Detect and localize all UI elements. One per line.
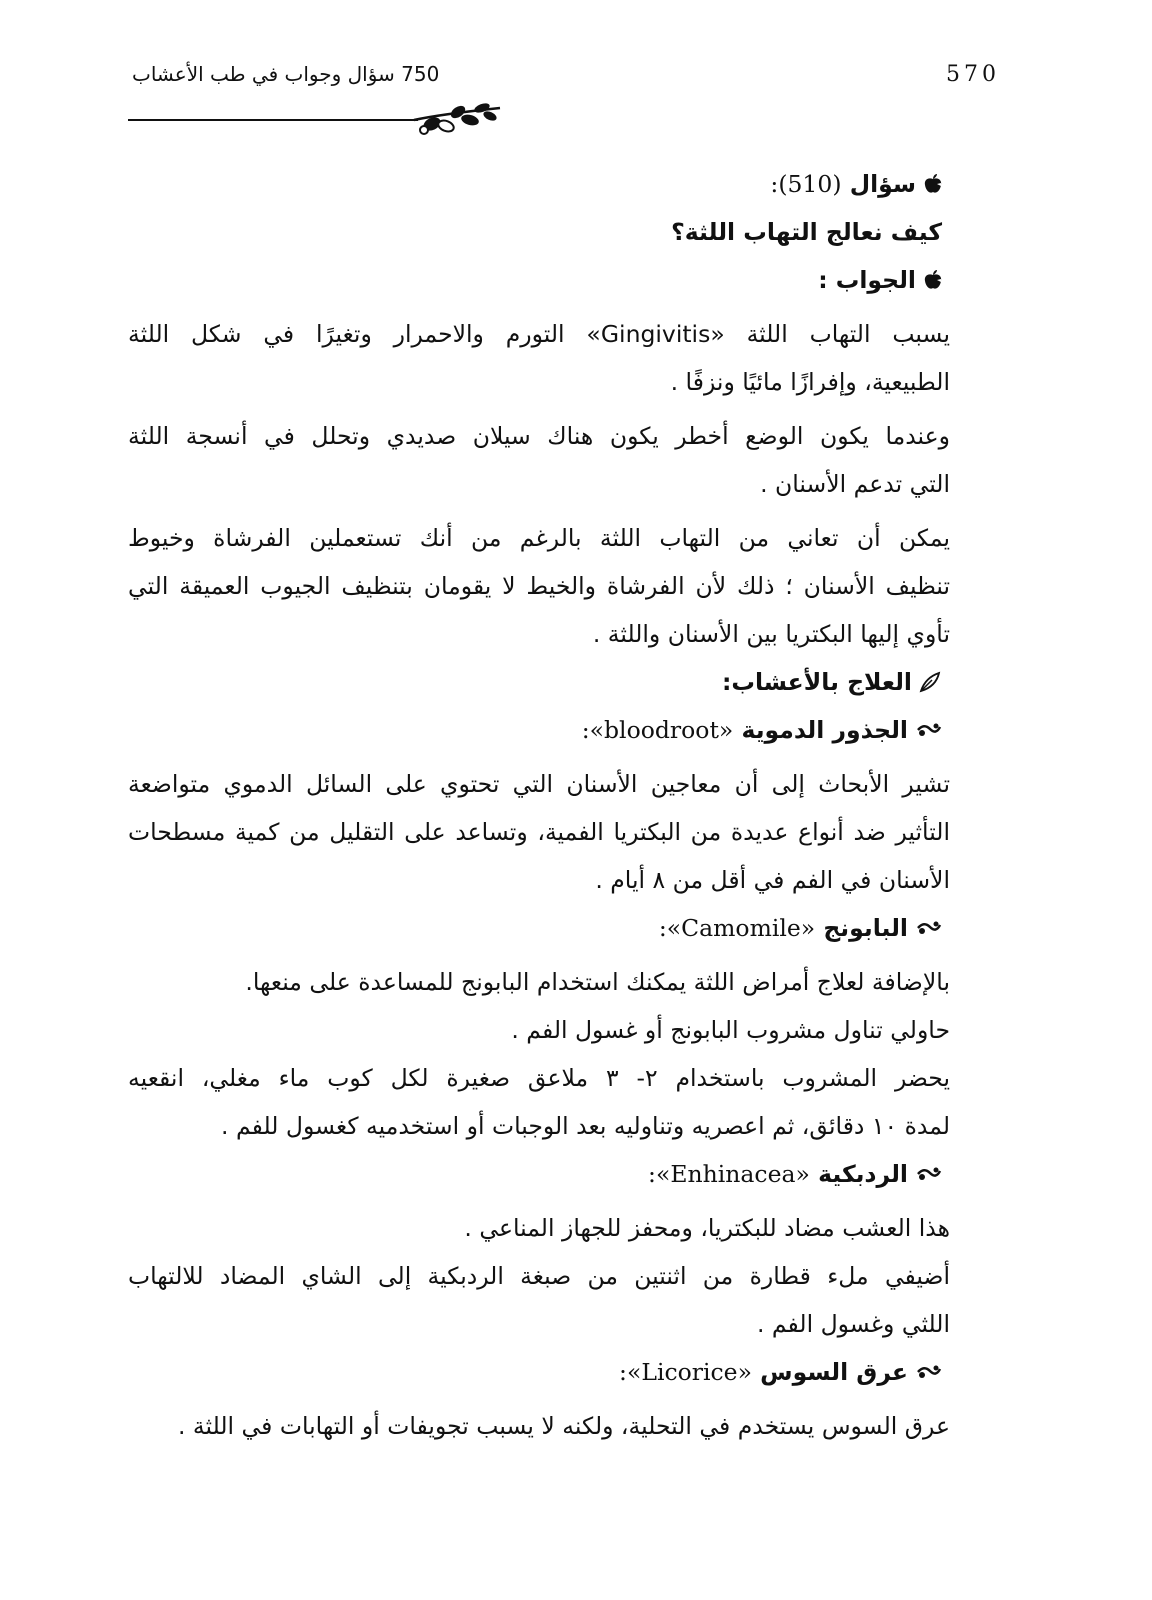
herbal-treatment-heading bbox=[128, 658, 950, 706]
herb-1-line-3: الأسنان في الفم في أقل من ٨ أيام . bbox=[595, 866, 950, 894]
paragraph-3-line-3: تأوي إليها البكتريا بين الأسنان واللثة . bbox=[592, 620, 950, 648]
herb-latin-name: «bloodroot» bbox=[589, 716, 734, 744]
herb-name: الجذور الدموية bbox=[741, 716, 908, 744]
question-colon: : bbox=[770, 170, 779, 198]
apple-icon bbox=[924, 270, 942, 290]
question-number: (510) bbox=[778, 170, 842, 198]
page-content bbox=[128, 160, 950, 1450]
herb-latin-name: «Enhinacea» bbox=[655, 1160, 810, 1188]
herb-3-line-3: اللثي وغسول الفم . bbox=[756, 1310, 950, 1338]
herb-ornament-icon bbox=[916, 919, 942, 937]
paragraph-3-line-2: تنظيف الأسنان ؛ ذلك لأن الفرشاة والخيط لا يقومان بتنظيف الجيوب العميقة التي bbox=[128, 572, 950, 600]
herb-colon: : bbox=[648, 1160, 656, 1188]
herb-colon: : bbox=[581, 716, 590, 744]
answer-label: الجواب : bbox=[818, 266, 916, 294]
header-rule bbox=[128, 119, 418, 121]
herb-latin-name: «Camomile» bbox=[666, 914, 816, 942]
herb-latin-name: «Licorice» bbox=[626, 1358, 752, 1386]
paragraph-3-line-1: يمكن أن تعاني من التهاب اللثة بالرغم من أنك تستعملين الفرشاة وخيوط bbox=[128, 524, 950, 552]
question-label: سؤال bbox=[849, 170, 916, 198]
answer-heading bbox=[128, 256, 950, 304]
herb-heading-licorice bbox=[128, 1348, 950, 1396]
herb-name: عرق السوس bbox=[760, 1358, 908, 1386]
herb-heading-bloodroot bbox=[128, 706, 950, 754]
herb-2-line-2: حاولي تناول مشروب البابونج أو غسول الفم . bbox=[511, 1016, 950, 1044]
herb-2-line-3: يحضر المشروب باستخدام ٢- ٣ ملاعق صغيرة لكل كوب ماء مغلي، انقعيه bbox=[128, 1064, 951, 1092]
herb-ornament-icon bbox=[916, 1165, 942, 1183]
page-number: 570 bbox=[946, 62, 1000, 87]
paragraph-2-line-2: التي تدعم الأسنان . bbox=[760, 470, 950, 498]
leaf-icon bbox=[918, 670, 942, 694]
herbal-treatment-label: العلاج بالأعشاب: bbox=[721, 668, 912, 696]
herb-colon: : bbox=[658, 914, 667, 942]
herb-heading-camomile bbox=[128, 904, 950, 952]
branch-ornament-icon bbox=[412, 100, 502, 140]
herb-1-line-1: تشير الأبحاث إلى أن معاجين الأسنان التي تحتوي على السائل الدموي متواضعة bbox=[128, 770, 950, 798]
paragraph-1-line-2: الطبيعية، وإفرازًا مائيًا ونزفًا . bbox=[670, 368, 950, 396]
paragraph-1-line-1: يسبب التهاب اللثة «Gingivitis» التورم والاحمرار وتغيرًا في شكل اللثة bbox=[128, 320, 951, 348]
herb-colon: : bbox=[619, 1358, 627, 1386]
herb-name: البابونج bbox=[823, 914, 908, 942]
herb-2-line-1: بالإضافة لعلاج أمراض اللثة يمكنك استخدام البابونج للمساعدة على منعها. bbox=[245, 968, 950, 996]
apple-icon bbox=[924, 174, 942, 194]
question-heading bbox=[128, 160, 950, 208]
herb-2-line-4: لمدة ١٠ دقائق، ثم اعصريه وتناوليه بعد الوجبات أو استخدميه كغسول للفم . bbox=[221, 1112, 950, 1140]
running-title: 750 سؤال وجواب في طب الأعشاب bbox=[132, 62, 440, 86]
herb-ornament-icon bbox=[916, 721, 942, 739]
herb-ornament-icon bbox=[916, 1363, 942, 1381]
herb-1-line-2: التأثير ضد أنواع عديدة من البكتريا الفمية، وتساعد على التقليل من كمية مسطحات bbox=[128, 818, 950, 846]
herb-heading-enhinacea bbox=[128, 1150, 950, 1198]
herb-3-line-1: هذا العشب مضاد للبكتريا، ومحفز للجهاز المناعي . bbox=[464, 1214, 950, 1242]
herb-3-line-2: أضيفي ملء قطارة من اثنتين من صبغة الردبكية إلى الشاي المضاد للالتهاب bbox=[128, 1262, 950, 1290]
question-text: كيف نعالج التهاب اللثة؟ bbox=[671, 218, 942, 246]
herb-4-line-1: عرق السوس يستخدم في التحلية، ولكنه لا يسبب تجويفات أو التهابات في اللثة . bbox=[177, 1412, 950, 1440]
paragraph-2-line-1: وعندما يكون الوضع أخطر يكون هناك سيلان صديدي وتحلل في أنسجة اللثة bbox=[128, 422, 950, 450]
herb-name: الردبكية bbox=[818, 1160, 908, 1188]
page-header bbox=[120, 62, 1000, 102]
